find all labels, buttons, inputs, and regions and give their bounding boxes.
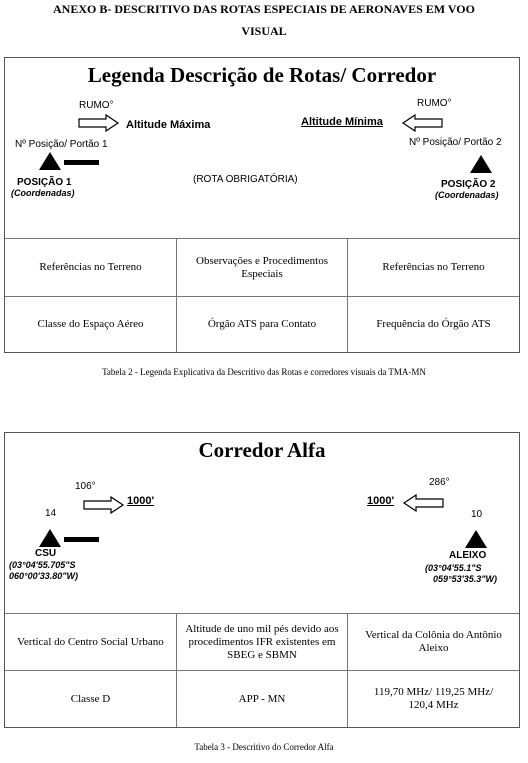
table-cell: 119,70 MHz/ 119,25 MHz/ 120,4 MHz [373,686,494,711]
annex-title-line1: ANEXO B- DESCRITIVO DAS ROTAS ESPECIAIS DE AERONAVES EM VOO [53,2,475,16]
legend-left-coords: (Coordenadas) [11,188,75,198]
legend-right-altitude: Altitude Mínima [301,116,383,128]
legend-right-gate: Nº Posição/ Portão 2 [409,137,502,148]
alfa-left-altitude: 1000' [127,495,155,507]
legend-right-position: POSIÇÃO 2 [441,179,496,190]
legend-right-coords: (Coordenadas) [435,190,499,200]
table-cell: Classe D [70,692,111,705]
alfa-left-heading: 106° [75,481,96,492]
table-cell: Observações e Procedimentos Especiais [196,254,328,280]
arrow-left-icon [402,114,444,132]
legend-mandatory-route: (ROTA OBRIGATÓRIA) [193,174,298,185]
legend-left-rumo: RUMO° [79,100,114,111]
arrow-right-icon [78,114,120,132]
gate-bar-icon [64,537,99,542]
position-triangle-icon [39,152,61,170]
legend-title: Legenda Descrição de Rotas/ Corredor [87,63,437,87]
alfa-right-lat: (03°04'55.1"S [425,563,482,573]
legend-left-altitude: Altitude Máxima [126,119,211,131]
table-cell: Referências no Terreno [39,261,142,273]
alfa-right-heading: 286° [429,477,450,488]
alfa-right-lon: 059°53'35.3"W) [433,574,498,584]
table-cell: Altitude de uno mil pés devido aos procedimentos IFR existentes em SBEG e SBMN [185,622,339,661]
position-triangle-icon [39,529,61,547]
legend-left-gate: Nº Posição/ Portão 1 [15,139,108,150]
alfa-right-number: 10 [471,509,483,520]
legend-box [4,57,520,353]
arrow-left-icon [403,494,445,512]
alfa-box [4,432,520,728]
position-triangle-icon [465,530,487,548]
alfa-right-name: ALEIXO [449,550,487,561]
gate-bar-icon [64,160,99,165]
table-cell: Frequência do Órgão ATS [376,318,491,330]
alfa-left-name: CSU [35,548,57,559]
table-2-caption: Tabela 2 - Legenda Explicativa da Descritivo das Rotas e corredores visuais da TMA-MN [102,367,426,377]
alfa-left-lat: (03°04'55.705"S [9,560,76,570]
alfa-left-lon: 060°00'33.80"W) [9,571,79,581]
table-3-caption: Tabela 3 - Descritivo do Corredor Alfa [194,742,334,752]
alfa-left-number: 14 [45,508,57,519]
position-triangle-icon [470,155,492,173]
table-cell: Órgão ATS para Contato [207,318,317,330]
table-cell: APP - MN [238,692,286,705]
legend-left-position: POSIÇÃO 1 [17,177,72,188]
table-cell: Vertical da Colônia do Antônio Aleixo [365,629,502,654]
table-cell: Classe do Espaço Aéreo [37,318,144,330]
legend-right-rumo: RUMO° [417,98,452,109]
alfa-title: Corredor Alfa [198,438,326,462]
arrow-right-icon [83,496,125,514]
alfa-right-altitude: 1000' [367,495,395,507]
table-cell: Referências no Terreno [382,261,485,273]
table-cell: Vertical do Centro Social Urbano [17,635,164,648]
annex-title-line2: VISUAL [241,24,287,38]
